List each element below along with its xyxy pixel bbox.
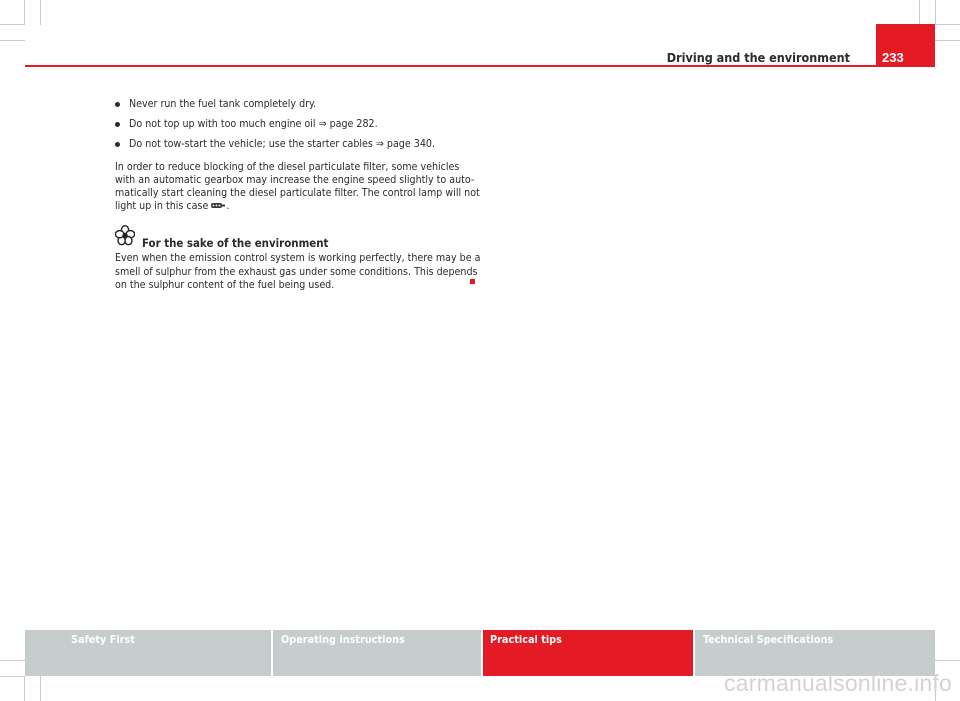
- crop-mark: [0, 24, 25, 25]
- footer-tab-operating-instructions[interactable]: Operating instructions: [273, 630, 481, 676]
- list-item-text: Do not tow-start the vehicle; use the starter cables ⇒ page 340.: [129, 138, 435, 151]
- bullet-icon: [115, 122, 120, 127]
- crop-mark: [919, 0, 920, 25]
- footer-tab-technical-specifications[interactable]: Technical Specifications: [695, 630, 935, 676]
- environment-paragraph: [115, 252, 481, 292]
- crop-mark: [935, 0, 936, 25]
- crop-mark: [40, 676, 41, 701]
- header-rule: [25, 65, 935, 67]
- environment-title: For the sake of the environment: [142, 236, 329, 251]
- section-end-marker: [470, 279, 475, 284]
- paragraph-line: Even when the emission control system is working perfectly, there may be a: [115, 252, 481, 265]
- paragraph-line: In order to reduce blocking of the diesel particulate filter, some vehicles: [115, 160, 460, 173]
- crop-mark: [0, 676, 25, 677]
- page-content: [115, 98, 481, 292]
- diesel-particulate-filter-lamp-icon: [210, 201, 226, 210]
- paragraph-line-text: light up in this case: [115, 200, 209, 213]
- bullet-icon: [115, 102, 120, 107]
- list-item-text: Do not top up with too much engine oil ⇒ page 282.: [129, 118, 378, 131]
- bullet-icon: [115, 142, 120, 147]
- paragraph-line: matically start cleaning the diesel particulate filter. The control lamp will not: [115, 187, 480, 200]
- list-item-text: Never run the fuel tank completely dry.: [129, 98, 317, 110]
- watermark: carmanualsonline.info: [724, 670, 952, 696]
- crop-mark: [935, 24, 960, 25]
- footer-tab-safety-first[interactable]: Safety First: [25, 630, 271, 676]
- crop-mark: [40, 0, 41, 25]
- section-title: Driving and the environment: [666, 50, 850, 65]
- crop-mark: [24, 0, 25, 25]
- bullet-list: [115, 98, 477, 152]
- list-item: [115, 118, 477, 131]
- paragraph-line-suffix: .: [226, 200, 230, 213]
- paragraph-line: with an automatic gearbox may increase the engine speed slightly to auto-: [115, 173, 475, 186]
- crop-mark: [24, 676, 25, 701]
- page-number: 233: [882, 50, 904, 65]
- crop-mark: [0, 40, 25, 41]
- environment-heading: [115, 225, 477, 251]
- crop-mark: [0, 660, 25, 661]
- paragraph-line: on the sulphur content of the fuel being used.: [115, 278, 335, 291]
- crop-mark: [935, 660, 960, 661]
- paragraph-line: smell of sulphur from the exhaust gas under some conditions. This depends: [115, 265, 478, 278]
- list-item: [115, 138, 477, 151]
- particulate-filter-paragraph: [115, 160, 480, 214]
- list-item: [115, 98, 477, 111]
- footer-tab-practical-tips[interactable]: Practical tips: [483, 630, 693, 676]
- crop-mark: [935, 40, 960, 41]
- environment-flower-icon: [115, 225, 135, 247]
- paragraph-line: [115, 200, 477, 213]
